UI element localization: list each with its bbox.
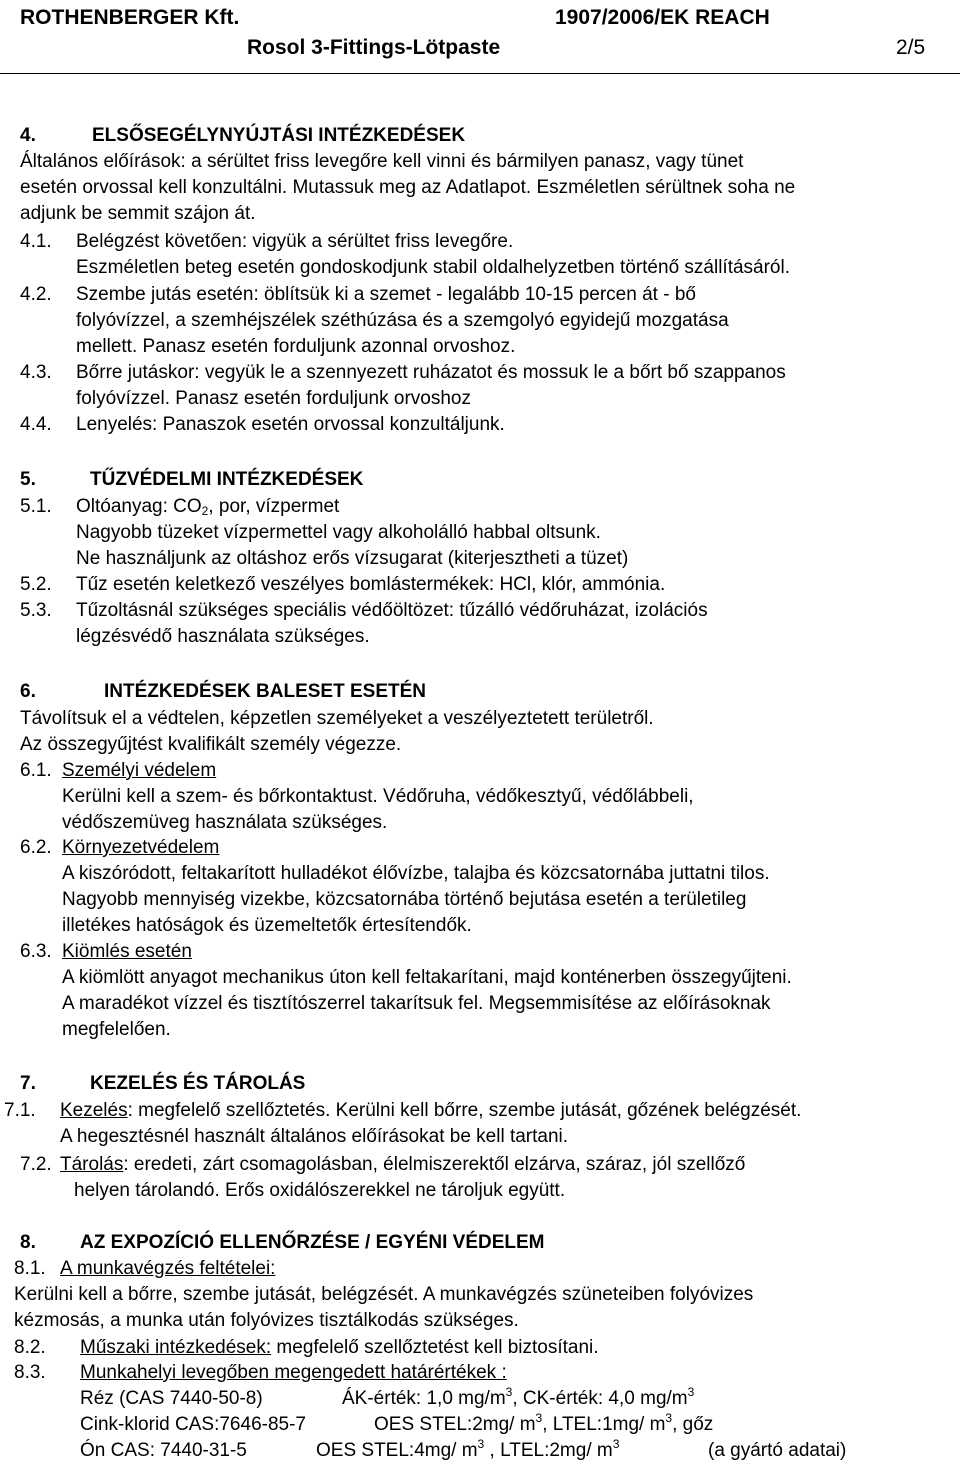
subsection-title: Kiömlés esetén: [62, 941, 192, 962]
subsection-title: Kezelés: [60, 1100, 128, 1121]
regulation-ref: 1907/2006/EK REACH: [555, 6, 770, 29]
subsection-title: Személyi védelem: [62, 760, 217, 781]
subsection-title: Környezetvédelem: [62, 837, 220, 858]
section-title: AZ EXPOZÍCIÓ ELLENŐRZÉSE / EGYÉNI VÉDELEM: [80, 1232, 545, 1253]
product-name: Rosol 3-Fittings-Lötpaste: [247, 36, 501, 59]
section-title: ELSŐSEGÉLYNYÚJTÁSI INTÉZKEDÉSEK: [92, 125, 466, 146]
subsection-title: Tárolás: [60, 1154, 124, 1175]
page-number: 2/5: [896, 36, 926, 59]
subsection-title: Munkahelyi levegőben megengedett határértékek :: [80, 1362, 507, 1383]
section-title: KEZELÉS ÉS TÁROLÁS: [90, 1073, 306, 1094]
subsection-title: Műszaki intézkedések:: [80, 1337, 272, 1358]
section-title: TŰZVÉDELMI INTÉZKEDÉSEK: [90, 469, 364, 490]
company-name: ROTHENBERGER Kft.: [20, 6, 240, 29]
subsection-title: A munkavégzés feltételei:: [60, 1258, 276, 1279]
section-title: INTÉZKEDÉSEK BALESET ESETÉN: [104, 681, 426, 702]
page-header: [0, 0, 960, 74]
